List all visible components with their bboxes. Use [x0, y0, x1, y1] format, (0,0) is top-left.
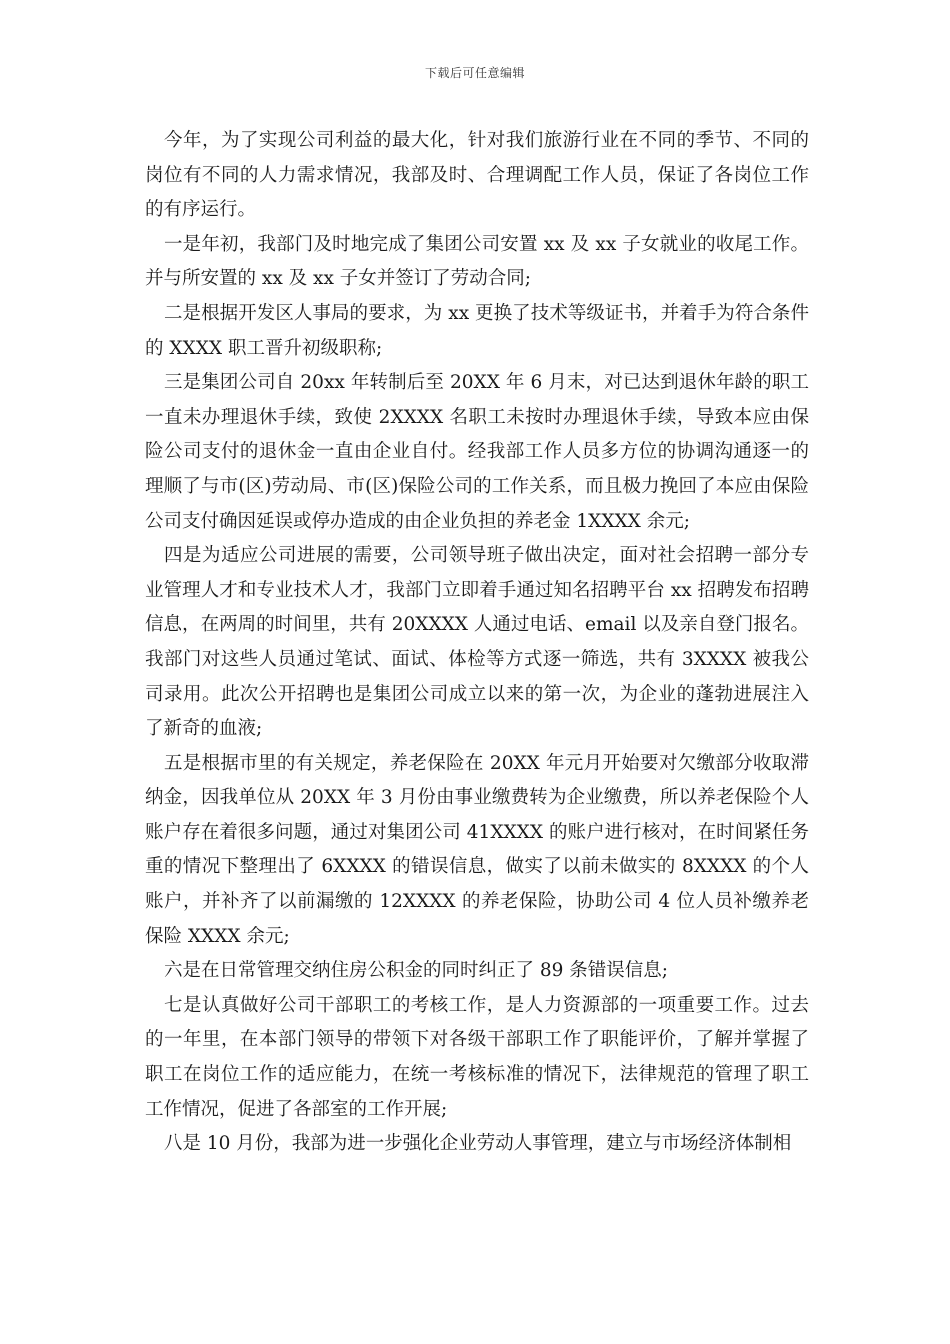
- paragraph-item-1: 一是年初，我部门及时地完成了集团公司安置 xx 及 xx 子女就业的收尾工作。并与所安置的 xx 及 xx 子女并签订了劳动合同;: [145, 233, 809, 290]
- paragraph-intro: 今年，为了实现公司利益的最大化，针对我们旅游行业在不同的季节、不同的岗位有不同的人力需求情况，我部及时、合理调配工作人员，保证了各岗位工作的有序运行。: [145, 130, 809, 221]
- paragraph-item-4: 四是为适应公司进展的需要，公司领导班子做出决定，面对社会招聘一部分专业管理人才和专业技术人才，我部门立即着手通过知名招聘平台 xx 招聘发布招聘信息，在两周的时间里，共有 20XXXX 人通过电话、email 以及亲自登门报名。我部门对这些人员通过笔试、面试、体检等方式逐一筛选，共有 3XXXX 被我公司录用。此次公开招聘也是集团公司成立以来的第一次，为企业的蓬勃进展注入了新奇的血液;: [145, 545, 809, 740]
- paragraph-item-6: 六是在日常管理交纳住房公积金的同时纠正了 89 条错误信息;: [164, 960, 669, 982]
- paragraph-item-2: 二是根据开发区人事局的要求，为 xx 更换了技术等级证书，并着手为符合条件的 XXXX 职工晋升初级职称;: [145, 302, 809, 359]
- document-body: [145, 124, 809, 1162]
- paragraph-item-3: 三是集团公司自 20xx 年转制后至 20XX 年 6 月末，对已达到退休年龄的职工一直未办理退休手续，致使 2XXXX 名职工未按时办理退休手续，导致本应由保险公司支付的退休金一直由企业自付。经我部工作人员多方位的协调沟通逐一的理顺了与市(区)劳动局、市(区)保险公司的工作关系，而且极力挽回了本应由保险公司支付确因延误或停办造成的由企业负担的养老金 1XXXX 余元;: [145, 372, 809, 532]
- paragraph-item-5: 五是根据市里的有关规定，养老保险在 20XX 年元月开始要对欠缴部分收取滞纳金，因我单位从 20XX 年 3 月份由事业缴费转为企业缴费，所以养老保险个人账户存在着很多问题，通过对集团公司 41XXXX 的账户进行核对，在时间紧任务重的情况下整理出了 6XXXX 的错误信息，做实了以前未做实的 8XXXX 的个人账户，并补齐了以前漏缴的 12XXXX 的养老保险，协助公司 4 位人员补缴养老保险 XXXX 余元;: [145, 752, 809, 947]
- paragraph-item-8: 八是 10 月份，我部为进一步强化企业劳动人事管理，建立与市场经济体制相: [164, 1133, 792, 1155]
- page-header: 下载后可任意编辑: [424, 66, 525, 80]
- paragraph-item-7: 七是认真做好公司干部职工的考核工作，是人力资源部的一项重要工作。过去的一年里，在本部门领导的带领下对各级干部职工作了职能评价，了解并掌握了职工在岗位工作的适应能力，在统一考核标准的情况下，法律规范的管理了职工工作情况，促进了各部室的工作开展;: [145, 994, 809, 1120]
